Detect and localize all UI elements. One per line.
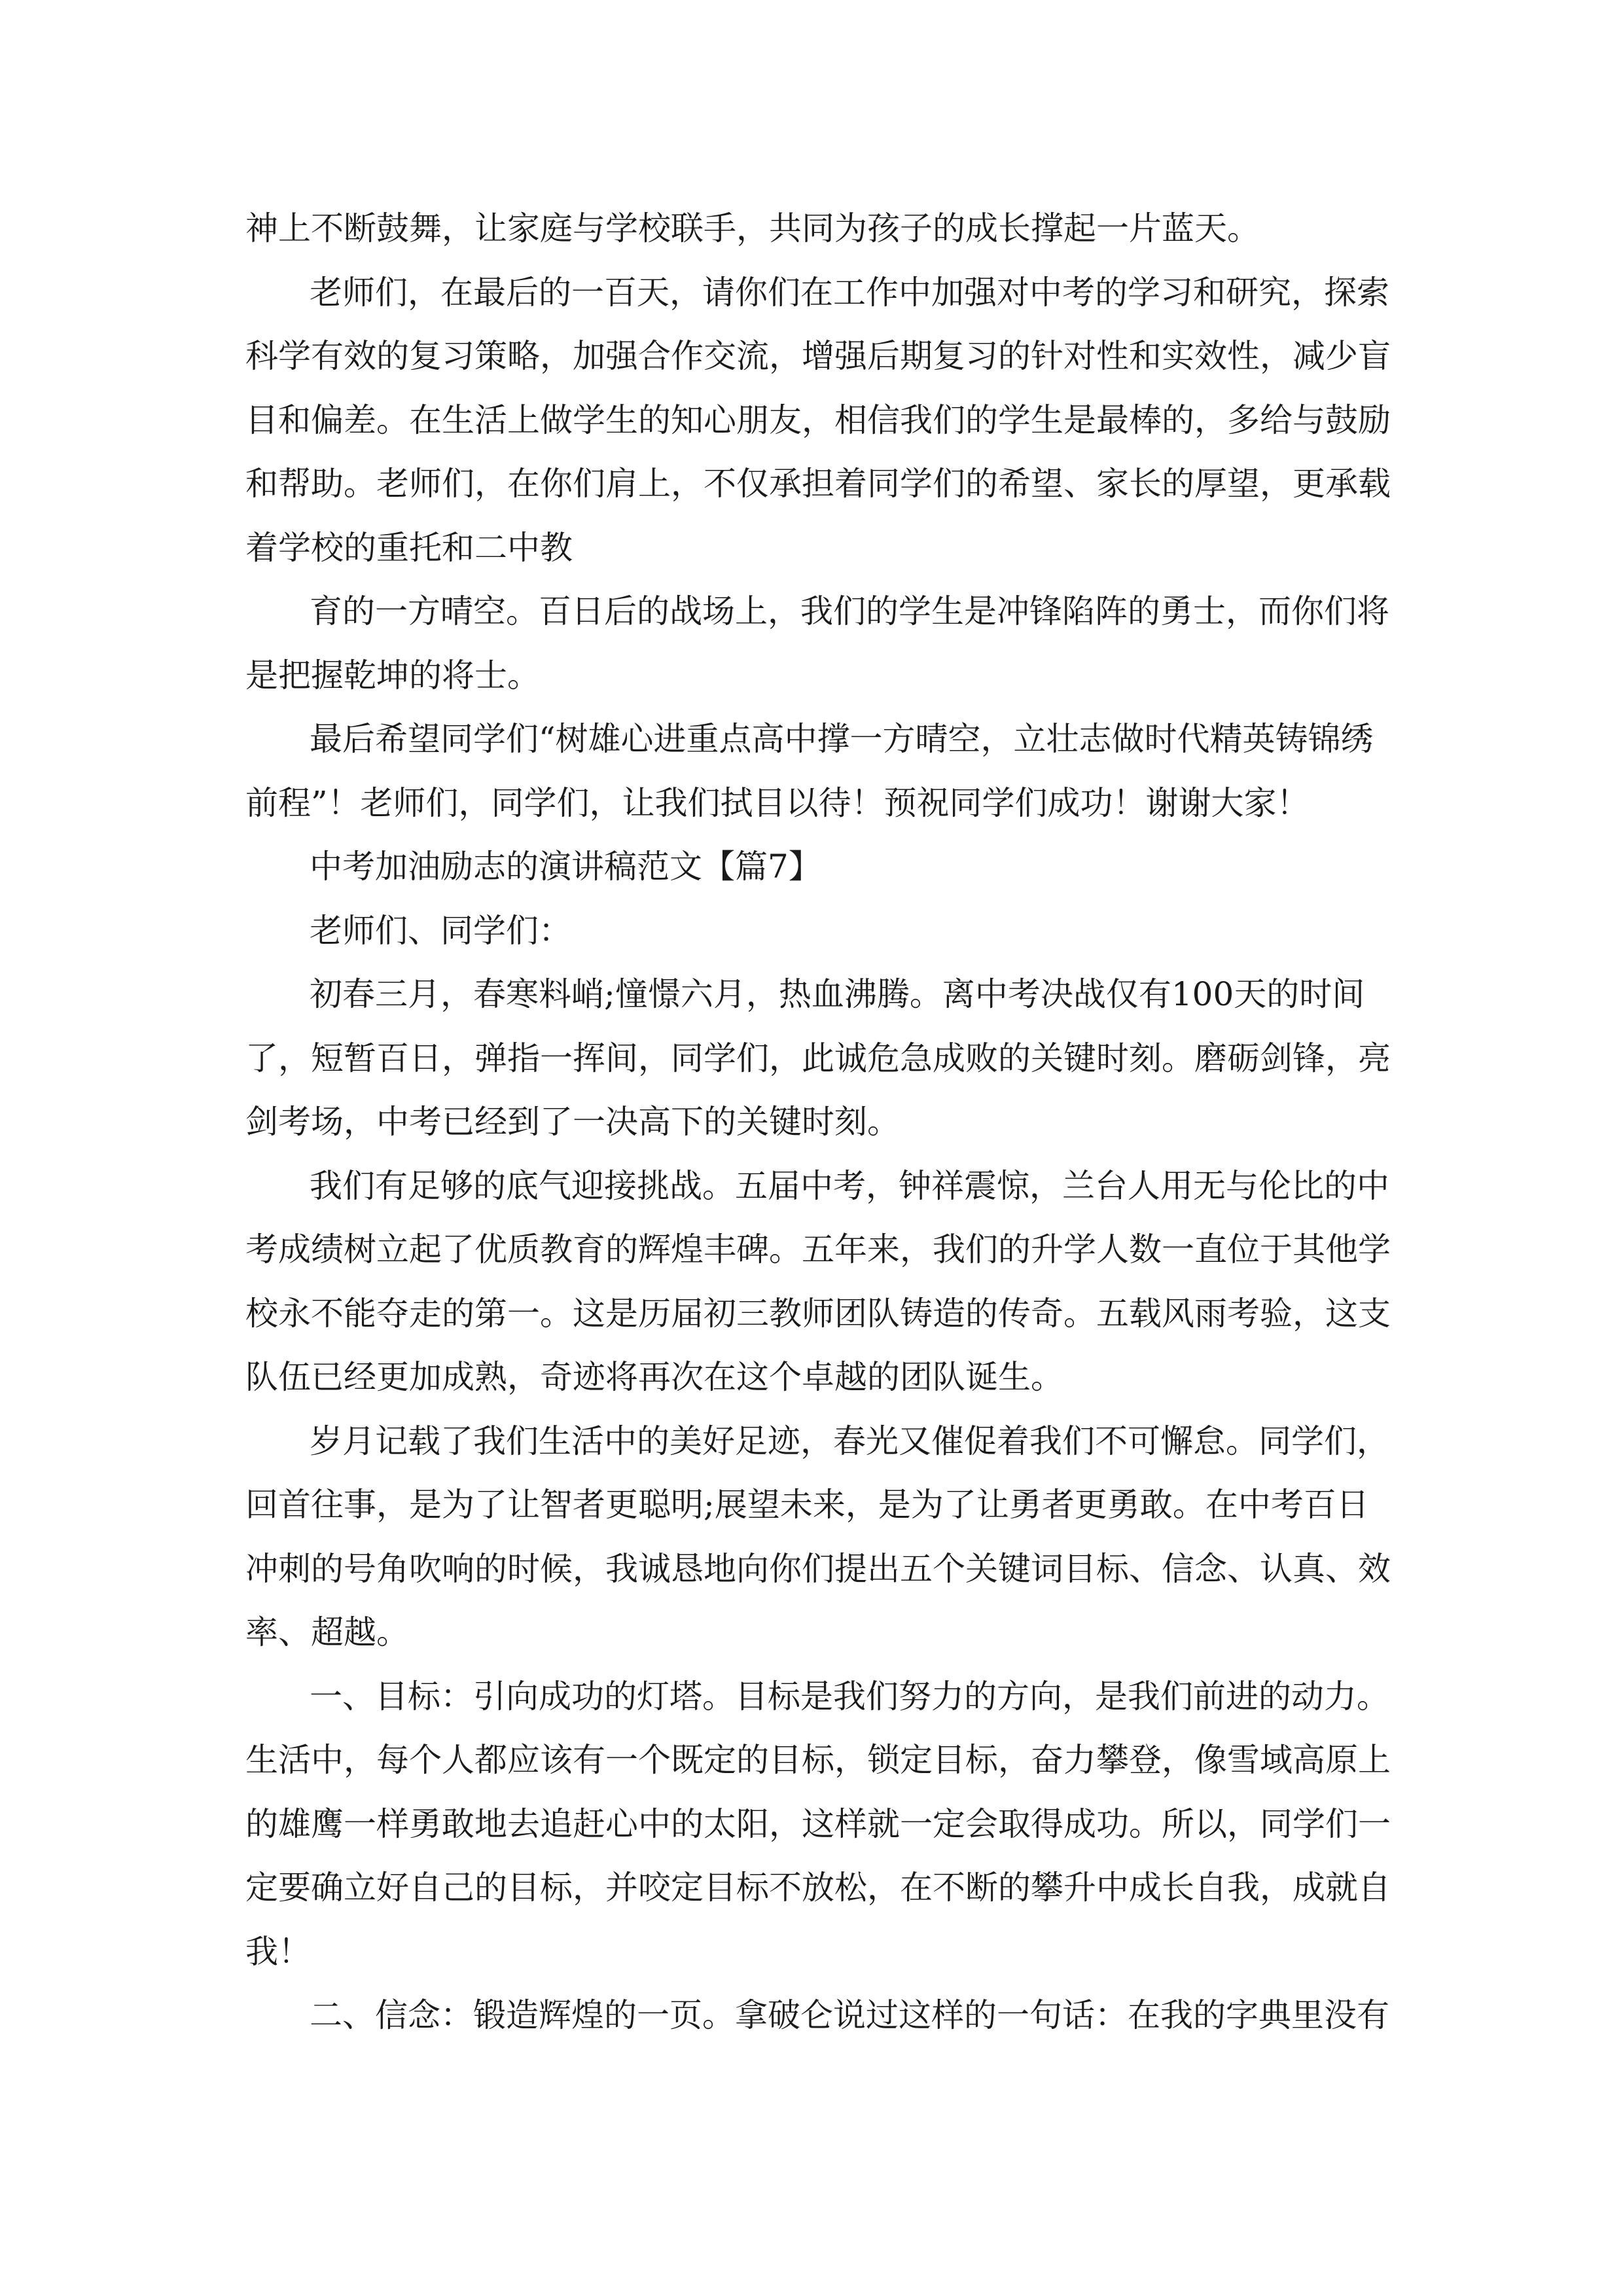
- text-line: 目和偏差。在生活上做学生的知心朋友，相信我们的学生是最棒的，多给与鼓励: [245, 401, 1391, 439]
- text-line: 剑考场，中考已经到了一决高下的关键时刻。: [245, 1103, 900, 1141]
- text-line: 一、目标：引向成功的灯塔。目标是我们努力的方向，是我们前进的动力。: [310, 1677, 1389, 1715]
- text-line: 初春三月，春寒料峭;憧憬六月，热血沸腾。离中考决战仅有100天的时间: [310, 975, 1365, 1013]
- text-line: 是把握乾坤的将士。: [245, 656, 540, 694]
- text-line: 老师们，在最后的一百天，请你们在工作中加强对中考的学习和研究，探索: [310, 273, 1389, 312]
- text-line: 二、信念：锻造辉煌的一页。拿破仑说过这样的一句话：在我的字典里没有: [310, 1996, 1389, 2034]
- body-text: [245, 197, 1391, 2048]
- text-line: 冲刺的号角吹响的时候，我诚恳地向你们提出五个关键词目标、信念、认真、效: [245, 1549, 1391, 1588]
- text-line: 科学有效的复习策略，加强合作交流，增强后期复习的针对性和实效性，减少盲: [245, 337, 1391, 375]
- text-line: 我们有足够的底气迎接挑战。五届中考，钟祥震惊，兰台人用无与伦比的中: [310, 1166, 1389, 1205]
- text-line: 生活中，每个人都应该有一个既定的目标，锁定目标，奋力攀登，像雪域高原上: [245, 1741, 1391, 1779]
- text-line: 定要确立好自己的目标，并咬定目标不放松，在不断的攀升中成长自我，成就自: [245, 1869, 1391, 1907]
- text-line: 考成绩树立起了优质教育的辉煌丰碑。五年来，我们的升学人数一直位于其他学: [245, 1230, 1391, 1268]
- text-line: 回首往事，是为了让智者更聪明;展望未来，是为了让勇者更勇敢。在中考百日: [245, 1486, 1369, 1524]
- text-line: 着学校的重托和二中教: [245, 528, 573, 567]
- text-line: 前程”！老师们，同学们，让我们拭目以待！预祝同学们成功！谢谢大家！: [245, 783, 1310, 822]
- text-line: 最后希望同学们“树雄心进重点高中撑一方晴空，立壮志做时代精英铸锦绣: [310, 720, 1374, 758]
- text-line: 和帮助。老师们，在你们肩上，不仅承担着同学们的希望、家长的厚望，更承载: [245, 465, 1391, 503]
- text-line: 神上不断鼓舞，让家庭与学校联手，共同为孩子的成长撑起一片蓝天。: [245, 209, 1260, 247]
- text-line: 中考加油励志的演讲稿范文【篇7】: [310, 848, 821, 886]
- text-line: 岁月记载了我们生活中的美好足迹，春光又催促着我们不可懈怠。同学们，: [310, 1422, 1389, 1460]
- text-line: 我！: [245, 1932, 311, 1971]
- text-line: 育的一方晴空。百日后的战场上，我们的学生是冲锋陷阵的勇士，而你们将: [310, 592, 1389, 630]
- text-line: 队伍已经更加成熟，奇迹将再次在这个卓越的团队诞生。: [245, 1358, 1063, 1396]
- text-line: 老师们、同学们：: [310, 911, 571, 950]
- text-line: 校永不能夺走的第一。这是历届初三教师团队铸造的传奇。五载风雨考验，这支: [245, 1294, 1391, 1333]
- text-line: 率、超越。: [245, 1613, 409, 1651]
- text-line: 了，短暂百日，弹指一挥间，同学们，此诚危急成败的关键时刻。磨砺剑锋，亮: [245, 1039, 1391, 1077]
- text-line: 的雄鹰一样勇敢地去追赶心中的太阳，这样就一定会取得成功。所以，同学们一: [245, 1804, 1391, 1843]
